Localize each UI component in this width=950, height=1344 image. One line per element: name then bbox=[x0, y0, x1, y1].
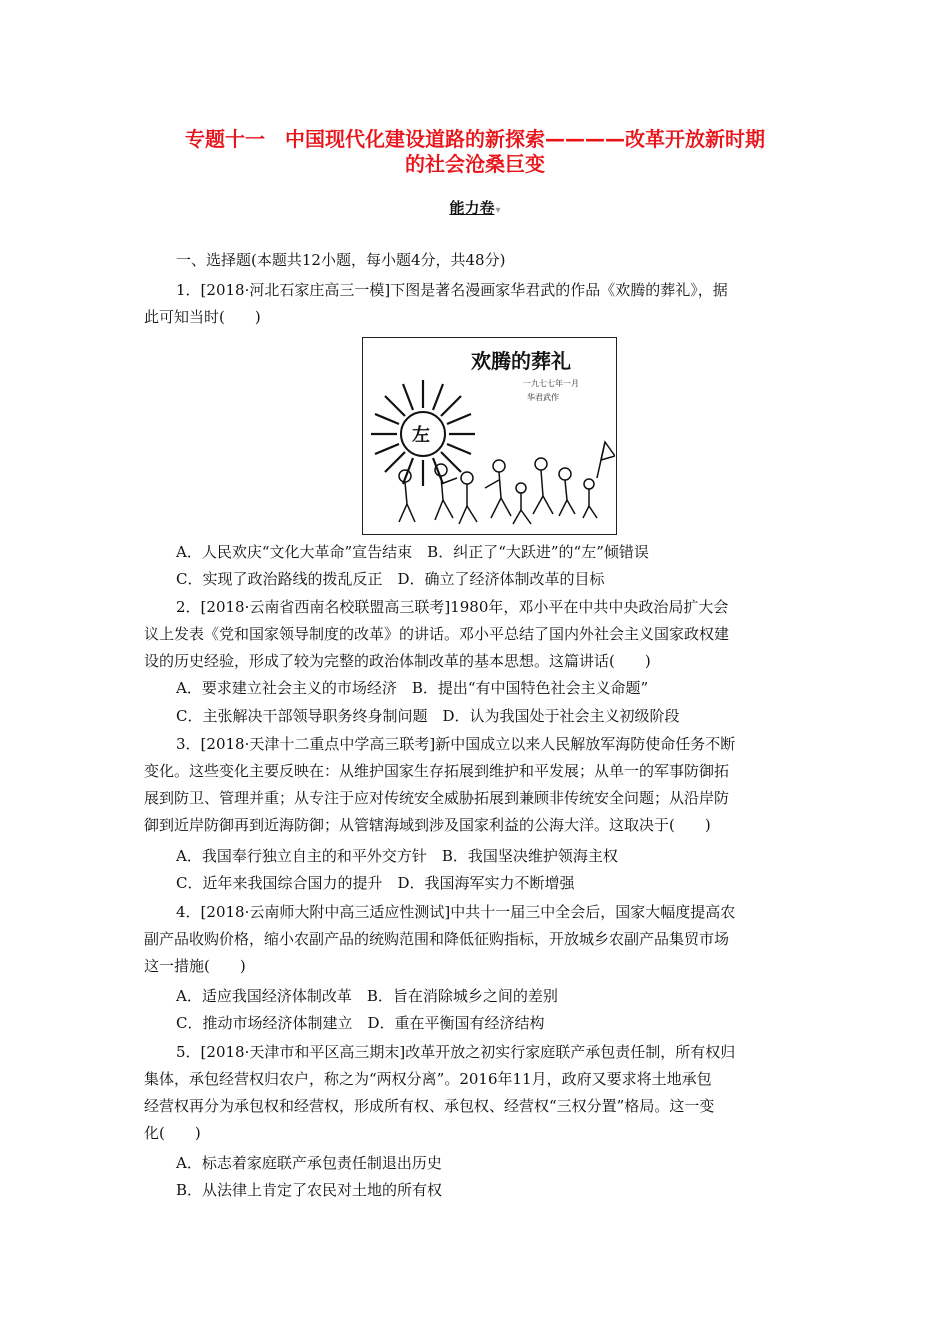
question-3-option-ab: A．我国奉行独立自主的和平外交方针 B．我国坚决维护领海主权 bbox=[176, 847, 618, 865]
question-4-option-cd: C．推动市场经济体制建立 D．重在平衡国有经济结构 bbox=[176, 1014, 545, 1032]
question-5-option-a: A．标志着家庭联产承包责任制退出历史 bbox=[176, 1154, 442, 1172]
question-4-line-1: 4．[2018·云南师大附中高三适应性测试]中共十一届三中全会后，国家大幅度提高农 bbox=[176, 903, 736, 921]
question-3-line-1: 3．[2018·天津十二重点中学高三联考]新中国成立以来人民解放军海防使命任务不断 bbox=[176, 735, 736, 753]
question-1-line-2: 此可知当时( ) bbox=[144, 308, 261, 326]
question-2-option-ab: A．要求建立社会主义的市场经济 B．提出“有中国特色社会主义命题” bbox=[176, 679, 649, 697]
page-title-line-2: 的社会沧桑巨变 bbox=[405, 152, 545, 176]
question-4-line-3: 这一措施( ) bbox=[144, 957, 246, 975]
question-1-option-ab: A．人民欢庆“文化大革命”宣告结束 B．纠正了“大跃进”的“左”倾错误 bbox=[176, 543, 649, 561]
question-2-line-3: 设的历史经验，形成了较为完整的政治体制改革的基本思想。这篇讲话( ) bbox=[144, 652, 651, 670]
question-1-line-1: 1．[2018·河北石家庄高三一模]下图是著名漫画家华君武的作品《欢腾的葬礼》，据 bbox=[176, 281, 728, 299]
page-title-line-1: 专题十一 中国现代化建设道路的新探索————改革开放新时期 bbox=[185, 127, 765, 151]
question-2-option-cd: C．主张解决干部领导职务终身制问题 D．认为我国处于社会主义初级阶段 bbox=[176, 707, 680, 725]
cartoon-drawing bbox=[363, 338, 615, 533]
question-3-option-cd: C．近年来我国综合国力的提升 D．我国海军实力不断增强 bbox=[176, 874, 575, 892]
question-5-line-2: 集体，承包经营权归农户，称之为“两权分离”。2016年11月，政府又要求将土地承包 bbox=[144, 1070, 712, 1088]
question-5-line-1: 5．[2018·天津市和平区高三期末]改革开放之初实行家庭联产承包责任制，所有权归 bbox=[176, 1043, 736, 1061]
question-1-option-cd: C．实现了政治路线的拨乱反正 D．确立了经济体制改革的目标 bbox=[176, 570, 605, 588]
question-5-line-4: 化( ) bbox=[144, 1124, 201, 1142]
section-heading: 一、选择题(本题共12小题，每小题4分，共48分) bbox=[176, 251, 506, 269]
triangle-marker-icon: ▾ bbox=[495, 205, 501, 216]
question-4-line-2: 副产品收购价格，缩小农副产品的统购范围和降低征购指标，开放城乡农副产品集贸市场 bbox=[144, 930, 730, 948]
cartoon-caption-title: 欢腾的葬礼 bbox=[471, 349, 571, 373]
sun-label: 左 bbox=[412, 425, 430, 446]
question-2-line-2: 议上发表《党和国家领导制度的改革》的讲话。邓小平总结了国内外社会主义国家政权建 bbox=[144, 625, 730, 643]
cartoon-image bbox=[362, 337, 617, 535]
question-2-line-1: 2．[2018·云南省西南名校联盟高三联考]1980年，邓小平在中共中央政治局扩大会 bbox=[176, 598, 729, 616]
cartoon-caption-date: 一九七七年一月 bbox=[523, 379, 579, 388]
cartoon-caption-author: 华君武作 bbox=[527, 393, 559, 402]
subtitle-text: 能力卷 bbox=[449, 199, 495, 217]
question-5-line-3: 经营权再分为承包权和经营权，形成所有权、承包权、经营权“三权分置”格局。这一变 bbox=[144, 1097, 715, 1115]
question-3-line-2: 变化。这些变化主要反映在：从维护国家生存拓展到维护和平发展；从单一的军事防御拓 bbox=[144, 762, 730, 780]
question-5-option-b: B．从法律上肯定了农民对土地的所有权 bbox=[176, 1181, 443, 1199]
question-4-option-ab: A．适应我国经济体制改革 B．旨在消除城乡之间的差别 bbox=[176, 987, 558, 1005]
question-3-line-4: 御到近岸防御再到近海防御；从管辖海域到涉及国家利益的公海大洋。这取决于( ) bbox=[144, 816, 711, 834]
section-subtitle bbox=[0, 197, 950, 218]
question-3-line-3: 展到防卫、管理并重；从专注于应对传统安全威胁拓展到兼顾非传统安全问题；从沿岸防 bbox=[144, 789, 730, 807]
